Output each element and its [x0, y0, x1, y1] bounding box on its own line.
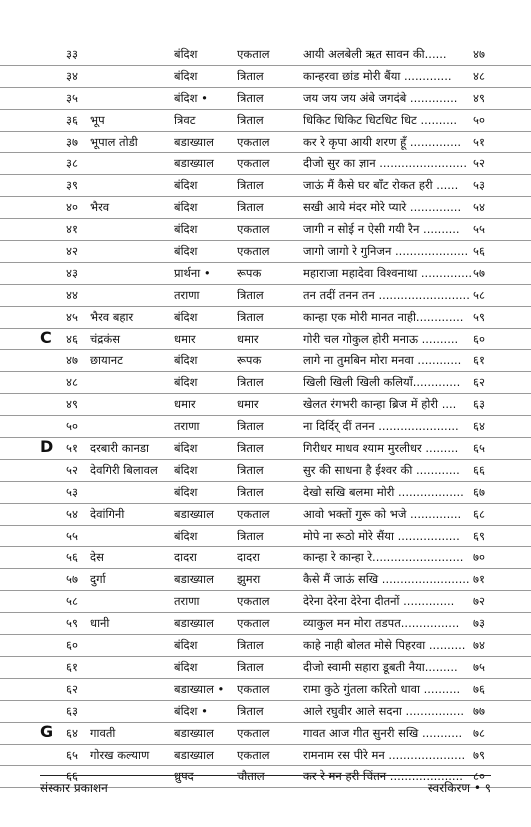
song-title: मोपे ना रूठो मोरे सैंया ................. — [303, 528, 460, 543]
taal-name: त्रिताल — [237, 112, 264, 127]
taal-name: धमार — [237, 331, 259, 346]
table-row — [0, 460, 531, 482]
table-row — [0, 88, 531, 110]
row-number: ५५ — [66, 528, 78, 543]
table-row — [0, 372, 531, 394]
taal-name: झुमरा — [237, 572, 261, 587]
table-row — [0, 394, 531, 416]
section-letter: C — [40, 327, 52, 347]
taal-name: रूपक — [237, 265, 262, 280]
raga-name: भूप — [90, 112, 105, 127]
song-title: कर रे कृपा आयी शरण हूँ .............. — [303, 134, 462, 149]
table-row — [0, 679, 531, 701]
taal-name: एकताल — [237, 156, 270, 171]
row-number: ५० — [66, 419, 78, 434]
taal-name: एकताल — [237, 594, 270, 609]
song-title: रामनाम रस पीरे मन ..................... — [303, 747, 466, 762]
taal-name: चौताल — [237, 769, 265, 784]
composition-type: बडाख्याल — [174, 572, 214, 587]
page-number: ६२ — [473, 375, 485, 390]
song-title: सुर की साधना है ईश्वर की ............ — [303, 462, 460, 477]
taal-name: त्रिताल — [237, 90, 264, 105]
taal-name: त्रिताल — [237, 287, 264, 302]
composition-type: बंदिश — [174, 638, 198, 653]
taal-name: एकताल — [237, 222, 270, 237]
page-number: ७७ — [473, 703, 485, 718]
raga-name: दरबारी कानडा — [90, 441, 150, 456]
raga-name: देस — [90, 550, 104, 565]
section-letter: D — [40, 437, 54, 457]
raga-name: गावती — [90, 725, 116, 740]
song-title: कान्हरवा छांड मोरी बैंया ............. — [303, 68, 452, 83]
taal-name: एकताल — [237, 616, 270, 631]
taal-name: त्रिताल — [237, 441, 264, 456]
song-title: कर रे मन हरी चिंतन .................... — [303, 769, 463, 784]
row-number: ६४ — [66, 725, 78, 740]
row-number: ४४ — [66, 287, 78, 302]
song-title: व्याकुल मन मोरा तडपत................ — [303, 616, 460, 631]
song-title: लागे ना तुमबिन मोरा मनवा ............ — [303, 353, 462, 368]
song-title: देखो सखि बलमा मोरी .................. — [303, 484, 464, 499]
table-row — [0, 241, 531, 263]
song-title: काहे नाही बोलत मोसे पिहरवा .......... — [303, 638, 466, 653]
composition-type: दादरा — [174, 550, 197, 565]
table-row — [0, 416, 531, 438]
row-number: ३३ — [66, 47, 78, 61]
composition-type: बंदिश — [174, 309, 198, 324]
composition-type: बंदिश — [174, 375, 198, 390]
page-number: ७२ — [473, 594, 485, 609]
composition-type: बंदिश — [174, 462, 198, 477]
footer-divider — [40, 775, 491, 776]
row-number: ६२ — [66, 681, 78, 696]
row-number: ६५ — [66, 747, 78, 762]
song-title: तन तदीं तनन तन ......................... — [303, 287, 470, 302]
raga-name: भूपाल तोडी — [90, 134, 138, 149]
row-number: ५१ — [66, 441, 78, 456]
table-row — [0, 723, 531, 745]
song-title: कान्हा रे कान्हा रे......................... — [303, 550, 464, 565]
page-number: ७५ — [473, 659, 485, 674]
table-row — [0, 547, 531, 569]
page-number: ४९ — [473, 90, 485, 105]
composition-type: बंदिश — [174, 528, 198, 543]
composition-type: बंदिश — [174, 353, 198, 368]
song-title: देरेना देरेना देरेना दीतनों .............. — [303, 594, 455, 609]
song-title: कान्हा एक मोरी मानत नाही............. — [303, 309, 464, 324]
composition-type: तराणा — [174, 287, 200, 302]
composition-type: बंदिश — [174, 178, 198, 193]
table-row — [0, 591, 531, 613]
raga-name: दुर्गा — [90, 572, 106, 587]
composition-type: बंदिश — [174, 222, 198, 237]
page-number: ७० — [473, 550, 485, 565]
row-number: ५६ — [66, 550, 78, 565]
song-title: कैसे मैं जाऊं सखि ........................ — [303, 572, 470, 587]
table-row — [0, 132, 531, 154]
page-number: ७४ — [473, 638, 485, 653]
song-title: रामा कुठे गुंतला करितो धावा .......... — [303, 681, 461, 696]
song-title: आले रघुवीर आले सदना ................ — [303, 703, 465, 718]
taal-name: त्रिताल — [237, 703, 264, 718]
table-row — [0, 329, 531, 351]
row-number: ४९ — [66, 397, 78, 412]
index-table — [0, 44, 531, 788]
table-row — [0, 175, 531, 197]
taal-name: त्रिताल — [237, 200, 264, 215]
page-number: ४८ — [473, 68, 485, 83]
page-number: ७६ — [473, 681, 485, 696]
composition-type: ध्रुपद — [174, 769, 194, 784]
song-title: महाराजा महादेवा विश्वनाथा .............. — [303, 265, 473, 280]
table-row — [0, 285, 531, 307]
table-row — [0, 66, 531, 88]
table-row — [0, 613, 531, 635]
page-number: ५५ — [473, 222, 485, 237]
taal-name: त्रिताल — [237, 375, 264, 390]
section-letter: G — [40, 721, 54, 741]
table-row — [0, 307, 531, 329]
composition-type: बंदिश — [174, 68, 198, 83]
table-row — [0, 569, 531, 591]
song-title: धिकिट धिकिट धिटधिट धिट .......... — [303, 112, 458, 127]
page-number: ५३ — [473, 178, 485, 193]
song-title: खेलत रंगभरी कान्हा ब्रिज में होरी .... — [303, 397, 457, 412]
taal-name: एकताल — [237, 134, 270, 149]
row-number: ४३ — [66, 265, 78, 280]
raga-name: देवगिरी बिलावल — [90, 462, 158, 477]
row-number: ५२ — [66, 462, 78, 477]
composition-type: बडाख्याल — [174, 747, 214, 762]
page-number: ६० — [473, 331, 485, 346]
composition-type: धमार — [174, 331, 196, 346]
page-number: ५६ — [473, 244, 485, 259]
page-number: ५८ — [473, 287, 485, 302]
taal-name: त्रिताल — [237, 659, 264, 674]
row-number: ४५ — [66, 309, 78, 324]
table-row — [0, 482, 531, 504]
page-number: ८० — [473, 769, 485, 784]
song-title: गिरीधर माधव श्याम मुरलीधर ......... — [303, 441, 459, 456]
table-row — [0, 657, 531, 679]
row-number: ३९ — [66, 178, 78, 193]
taal-name: त्रिताल — [237, 638, 264, 653]
page-number: ६८ — [473, 506, 485, 521]
taal-name: एकताल — [237, 725, 270, 740]
page-number: ७९ — [473, 747, 485, 762]
row-number: ६६ — [66, 769, 78, 784]
row-number: ६१ — [66, 659, 78, 674]
taal-name: एकताल — [237, 47, 270, 61]
table-row — [0, 504, 531, 526]
row-number: ५७ — [66, 572, 78, 587]
composition-type: बंदिश — [174, 244, 198, 259]
composition-type: बडाख्याल — [174, 725, 214, 740]
taal-name: त्रिताल — [237, 309, 264, 324]
taal-name: त्रिताल — [237, 462, 264, 477]
page-number: ५७ — [473, 265, 485, 280]
page-number: ६६ — [473, 462, 485, 477]
table-row — [0, 110, 531, 132]
row-number: ५३ — [66, 484, 78, 499]
raga-name: चंद्रकंस — [90, 331, 121, 346]
row-number: ६३ — [66, 703, 78, 718]
footer-publisher: संस्कार प्रकाशन — [40, 781, 108, 795]
table-row — [0, 350, 531, 372]
song-title: खिली खिली खिली कलियाँ............. — [303, 375, 461, 390]
row-number: ४७ — [66, 353, 78, 368]
composition-type: बंदिश — [174, 441, 198, 456]
composition-type: बडाख्याल — [174, 134, 214, 149]
row-number: ४० — [66, 200, 78, 215]
taal-name: दादरा — [237, 550, 260, 565]
composition-type: बंदिश — [174, 659, 198, 674]
table-row — [0, 153, 531, 175]
table-row — [0, 635, 531, 657]
composition-type: बंदिश — [174, 484, 198, 499]
song-title: दीजो स्वामी सहारा डूबती नैया......... — [303, 659, 458, 674]
row-number: ४२ — [66, 244, 78, 259]
table-row — [0, 745, 531, 767]
taal-name: एकताल — [237, 244, 270, 259]
song-title: जागी न सोई न ऐसी गयी रैन .......... — [303, 222, 460, 237]
page-number: ६३ — [473, 397, 485, 412]
row-number: ५९ — [66, 616, 78, 631]
page-number: ६१ — [473, 353, 485, 368]
table-row — [0, 44, 531, 66]
song-title: गावत आज गीत सुनरी सखि ........... — [303, 725, 463, 740]
song-title: गोरी चल गोकुल होरी मनाऊ .......... — [303, 331, 459, 346]
footer-book-title-page: स्वरकिरण • ९ — [427, 781, 491, 795]
table-row — [0, 701, 531, 723]
row-number: ३४ — [66, 68, 78, 83]
song-title: जागो जागो रे गुनिजन .................... — [303, 244, 469, 259]
taal-name: एकताल — [237, 681, 270, 696]
table-row — [0, 526, 531, 548]
taal-name: त्रिताल — [237, 419, 264, 434]
page-number: ४७ — [473, 47, 485, 61]
composition-type: तराणा — [174, 594, 200, 609]
composition-type: बंदिश — [174, 47, 198, 61]
row-number: ३७ — [66, 134, 78, 149]
composition-type: तराणा — [174, 419, 200, 434]
song-title: आयी अलबेली ऋत सावन की...... — [303, 47, 447, 61]
composition-type: बडाख्याल — [174, 506, 214, 521]
song-title: आवो भक्तों गुरू को भजे .............. — [303, 506, 462, 521]
page-number: ६५ — [473, 441, 485, 456]
table-row — [0, 263, 531, 285]
table-row — [0, 438, 531, 460]
raga-name: छायानट — [90, 353, 123, 368]
row-number: ३८ — [66, 156, 78, 171]
row-number: ६० — [66, 638, 78, 653]
table-row — [0, 219, 531, 241]
row-number: ५४ — [66, 506, 78, 521]
taal-name: त्रिताल — [237, 68, 264, 83]
song-title: जय जय जय अंबे जगदंबे ............. — [303, 90, 458, 105]
taal-name: त्रिताल — [237, 178, 264, 193]
composition-type: बडाख्याल • — [174, 681, 225, 696]
composition-type: धमार — [174, 397, 196, 412]
composition-type: बडाख्याल — [174, 616, 214, 631]
row-number: ५८ — [66, 594, 78, 609]
composition-type: बंदिश — [174, 200, 198, 215]
song-title: दीजो सुर का ज्ञान ........................ — [303, 156, 467, 171]
raga-name: गोरख कल्याण — [90, 747, 150, 762]
page-number: ५२ — [473, 156, 485, 171]
song-title: सखी आये मंदर मोरे प्यारे .............. — [303, 200, 462, 215]
table-row — [0, 197, 531, 219]
taal-name: एकताल — [237, 506, 270, 521]
page-number: ५१ — [473, 134, 485, 149]
song-title: जाऊं मैं कैसे घर बाँट रोकत हरी ...... — [303, 178, 459, 193]
page-number: ६७ — [473, 484, 485, 499]
composition-type: त्रिवट — [174, 112, 196, 127]
composition-type: बडाख्याल — [174, 156, 214, 171]
composition-type: बंदिश • — [174, 703, 208, 718]
raga-name: भैरव — [90, 200, 110, 215]
row-number: ४६ — [66, 331, 78, 346]
raga-name: धानी — [90, 616, 110, 631]
song-title: ना दिर्दिर् दीं तनन ...................... — [303, 419, 459, 434]
taal-name: एकताल — [237, 747, 270, 762]
page-number: ६४ — [473, 419, 485, 434]
page-number: ५० — [473, 112, 485, 127]
composition-type: बंदिश • — [174, 90, 208, 105]
row-number: ३६ — [66, 112, 78, 127]
row-number: ४१ — [66, 222, 78, 237]
taal-name: त्रिताल — [237, 528, 264, 543]
page-number: ७८ — [473, 725, 485, 740]
taal-name: धमार — [237, 397, 259, 412]
page-number: ५४ — [473, 200, 485, 215]
taal-name: रूपक — [237, 353, 262, 368]
row-number: ४८ — [66, 375, 78, 390]
raga-name: देवांगिनी — [90, 506, 125, 521]
row-number: ३५ — [66, 90, 78, 105]
page-number: ७३ — [473, 616, 485, 631]
page-number: ६९ — [473, 528, 485, 543]
taal-name: त्रिताल — [237, 484, 264, 499]
composition-type: प्रार्थना • — [174, 265, 211, 280]
page-number: ७१ — [473, 572, 485, 587]
raga-name: भैरव बहार — [90, 309, 134, 324]
page-number: ५९ — [473, 309, 485, 324]
